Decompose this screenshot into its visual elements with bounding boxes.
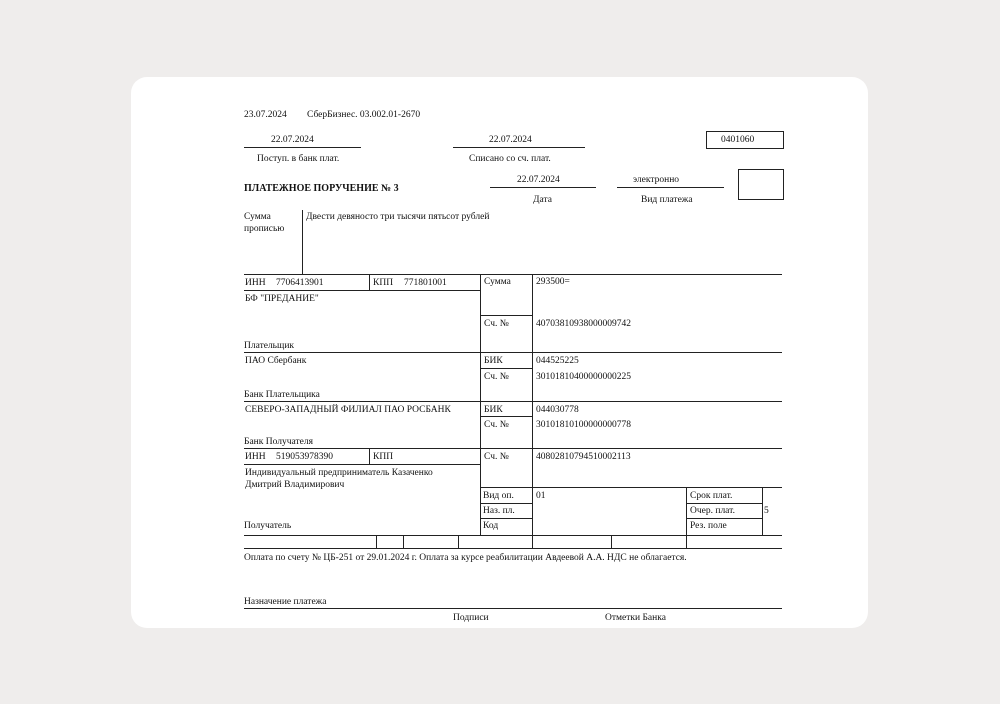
grid-line (686, 518, 762, 519)
status-box (738, 169, 784, 200)
payer-kpp: 771801001 (404, 278, 447, 288)
payer-kpp-label: КПП (373, 278, 394, 288)
grid-column (532, 274, 533, 548)
payer-bank-account-label: Сч. № (484, 372, 509, 382)
grid-line (686, 503, 762, 504)
amount-words-label-2: прописью (244, 224, 285, 234)
payment-type: электронно (633, 175, 680, 185)
grid-column (403, 535, 404, 548)
debited-date-line (453, 147, 585, 148)
form-code: 0401060 (721, 135, 755, 145)
grid-line (480, 368, 532, 369)
received-date-line (244, 147, 361, 148)
payment-type-label: Вид платежа (641, 195, 693, 205)
naz-pl-label: Наз. пл. (483, 506, 515, 516)
payer-account-label: Сч. № (484, 319, 509, 329)
payee-name-2: Дмитрий Владимирович (245, 480, 345, 490)
signatures-label: Подписи (453, 613, 489, 623)
bank-marks-label: Отметки Банка (605, 613, 666, 623)
ocher-value: 5 (764, 506, 769, 516)
grid-column (611, 535, 612, 548)
grid-line (244, 535, 782, 536)
amount-words-divider (302, 210, 303, 274)
print-date: 23.07.2024 (244, 110, 287, 120)
debited-date: 22.07.2024 (489, 135, 532, 145)
payee-inn: 519053978390 (276, 452, 333, 462)
grid-line (480, 315, 532, 316)
grid-column (762, 487, 763, 535)
ocher-label: Очер. плат. (690, 506, 735, 516)
payee-bank-account: 30101810100000000778 (536, 420, 631, 430)
order-date-line (490, 187, 596, 188)
grid-line (244, 608, 782, 609)
payment-type-line (617, 187, 724, 188)
debited-label: Списано со сч. плат. (469, 154, 551, 164)
grid-line (244, 548, 782, 549)
payee-label: Получатель (244, 521, 292, 531)
grid-column (458, 535, 459, 548)
grid-line (480, 416, 532, 417)
grid-column (369, 448, 370, 464)
order-date: 22.07.2024 (517, 175, 560, 185)
grid-column (480, 274, 481, 535)
sum-value: 293500= (536, 277, 570, 287)
payee-name-1: Индивидуальный предприниматель Казаченко (245, 468, 433, 478)
payee-account-label: Сч. № (484, 452, 509, 462)
vid-op-label: Вид оп. (483, 491, 514, 501)
grid-line (480, 503, 532, 504)
grid-line (244, 401, 782, 402)
purpose-label: Назначение платежа (244, 597, 327, 607)
payer-bank-bik-label: БИК (484, 356, 503, 366)
payee-bank-name: СЕВЕРО-ЗАПАДНЫЙ ФИЛИАЛ ПАО РОСБАНК (245, 405, 451, 415)
grid-line (480, 518, 532, 519)
payee-inn-label: ИНН (245, 452, 266, 462)
grid-line (244, 352, 782, 353)
order-date-label: Дата (533, 195, 552, 205)
grid-column (686, 487, 687, 548)
grid-column (369, 274, 370, 290)
srok-label: Срок плат. (690, 491, 733, 501)
payee-bank-account-label: Сч. № (484, 420, 509, 430)
payee-bank-label: Банк Получателя (244, 437, 313, 447)
vid-op-value: 01 (536, 491, 546, 501)
payee-account: 40802810794510002113 (536, 452, 631, 462)
payee-kpp-label: КПП (373, 452, 394, 462)
payer-label: Плательщик (244, 341, 295, 351)
payer-inn-label: ИНН (245, 278, 266, 288)
payer-bank-bik: 044525225 (536, 356, 579, 366)
grid-column (376, 535, 377, 548)
grid-line (244, 290, 480, 291)
amount-words-label-1: Сумма (244, 212, 271, 222)
amount-words-value: Двести девяносто три тысячи пятьсот рублей (306, 212, 490, 222)
system-name: СберБизнес. 03.002.01-2670 (307, 110, 421, 120)
rez-label: Рез. поле (690, 521, 727, 531)
payer-bank-account: 30101810400000000225 (536, 372, 631, 382)
payer-account: 40703810938000009742 (536, 319, 631, 329)
payer-name: БФ "ПРЕДАНИЕ" (245, 294, 319, 304)
grid-line (244, 274, 782, 275)
payee-bank-bik-label: БИК (484, 405, 503, 415)
received-label: Поступ. в банк плат. (257, 154, 340, 164)
grid-line (244, 464, 480, 465)
payee-bank-bik: 044030778 (536, 405, 579, 415)
received-date: 22.07.2024 (271, 135, 314, 145)
payer-bank-name: ПАО Сбербанк (245, 356, 307, 366)
purpose-text: Оплата по счету № ЦБ-251 от 29.01.2024 г. Оплата за курсе реабилитации Авдеевой А.А. НДС не облагается. (244, 553, 687, 563)
payer-bank-label: Банк Плательщика (244, 390, 320, 400)
grid-line (480, 487, 782, 488)
kod-label: Код (483, 521, 499, 531)
order-title: ПЛАТЕЖНОЕ ПОРУЧЕНИЕ № 3 (244, 183, 399, 194)
grid-line (244, 448, 782, 449)
sum-label: Сумма (484, 277, 511, 287)
payer-inn: 7706413901 (276, 278, 324, 288)
